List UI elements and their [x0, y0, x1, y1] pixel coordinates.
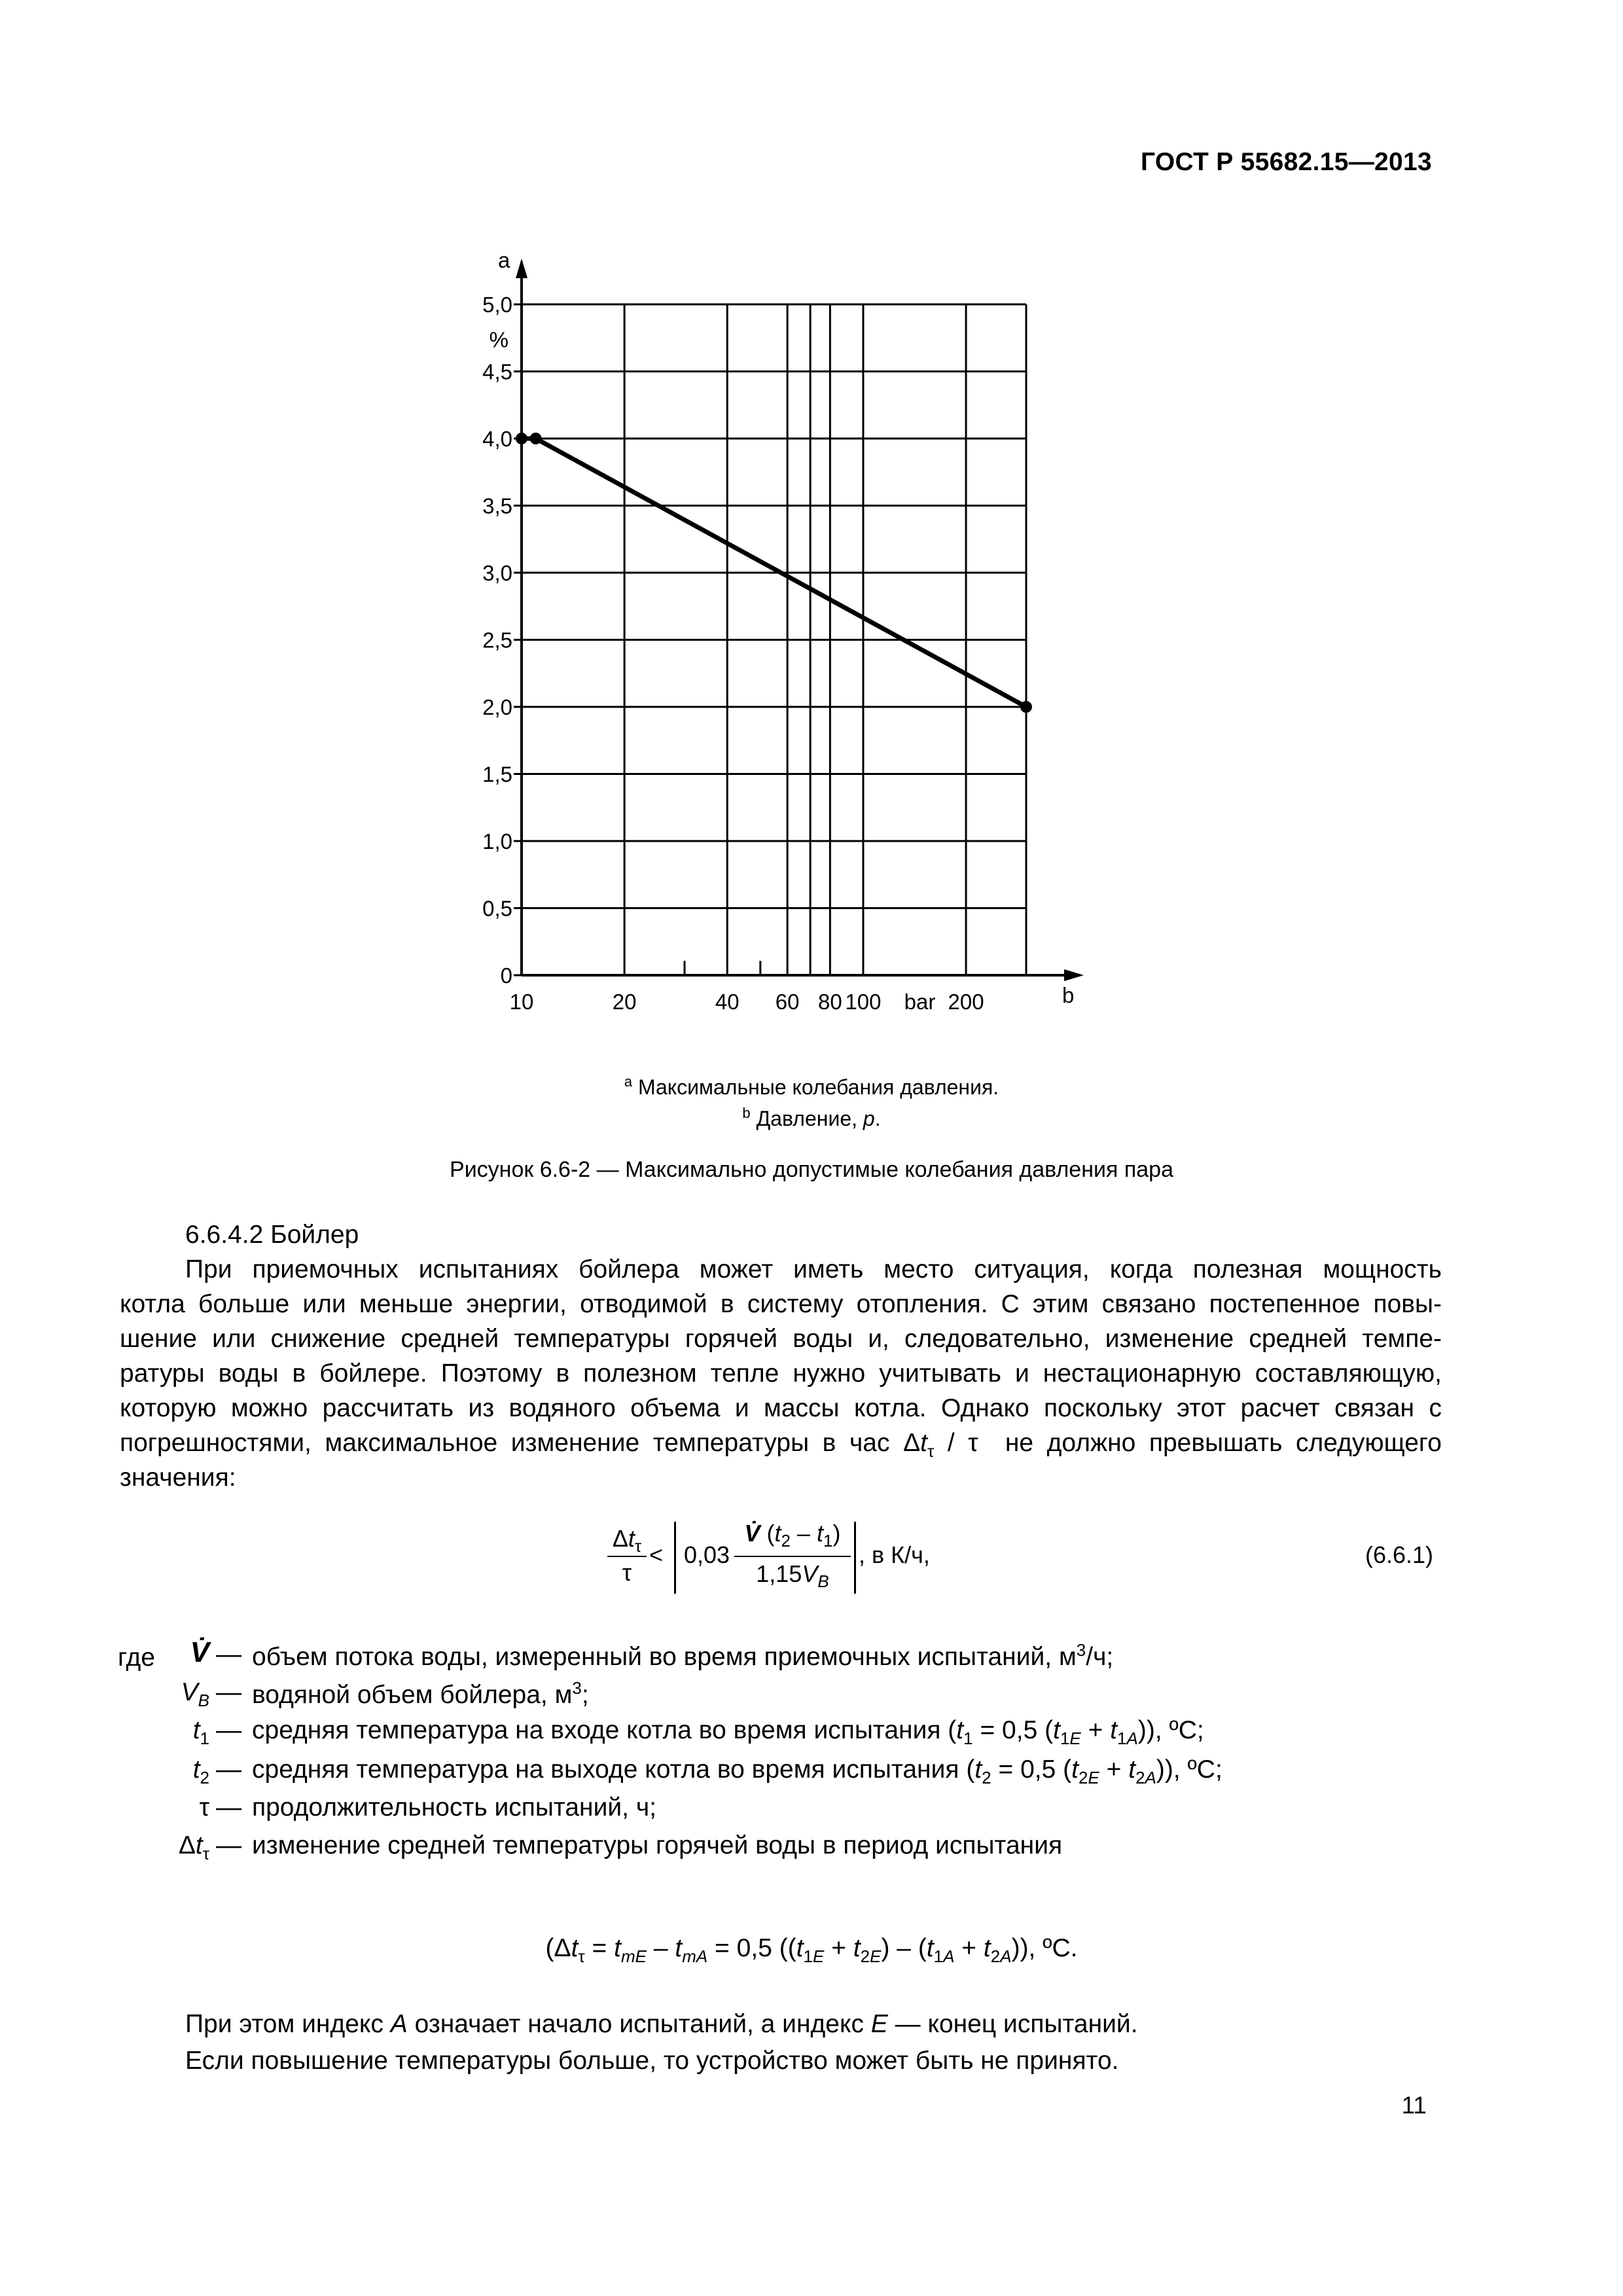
paragraph-line: которую можно рассчитать из водяного объема и массы котла. Однако поскольку этот расчет связан с: [120, 1394, 1442, 1422]
x-tick-label: 80: [818, 990, 842, 1014]
def-symbol-t2: $t_2$: [192, 1755, 209, 1787]
page-number: 11: [1401, 2092, 1427, 2119]
x-unit-label: bar: [904, 990, 936, 1014]
y-tick-label: 4,5: [482, 359, 512, 384]
def-symbol-delta-t: $\Delta t_\tau$: [178, 1831, 209, 1863]
data-point: [516, 433, 527, 444]
y-tick-label: 0: [500, 963, 512, 988]
y-tick-label: 1,5: [482, 762, 512, 787]
y-tick-label: 4,0: [482, 427, 512, 451]
def-symbol-v-dot: V̇: [190, 1636, 209, 1668]
pressure-fluctuation-chart: [0, 0, 1623, 1080]
document-header: ГОСТ Р 55682.15—2013: [1140, 148, 1432, 176]
figure-caption: Рисунок 6.6-2 — Максимально допустимые колебания давления пара: [450, 1157, 1173, 1182]
def-text: водяной объем бойлера, $м^3$;: [252, 1678, 589, 1709]
def-text: объем потока воды, измеренный во время приемочных испытаний, $м^3/ч$;: [252, 1640, 1114, 1671]
figure-footnote-a: $^a$ Максимальные колебания давления.: [624, 1073, 999, 1099]
x-tick-label: 60: [775, 990, 800, 1014]
def-symbol-t1: $t_1$: [192, 1716, 209, 1748]
y-axis-arrow: [516, 259, 527, 278]
formula-delta-t: ($\Delta t_\tau = t_{mE} - t_{mA} = 0,5$ $((t_{1E} + t_{2E}) - (t_{1A} + t_{2A}))$, ºC.: [545, 1934, 1078, 1966]
closing-line-1: При этом индекс A означает начало испытаний, а индекс E — конец испытаний.: [185, 2010, 1138, 2038]
x-tick-label: 40: [715, 990, 740, 1014]
paragraph-line: ратуры воды в бойлере. Поэтому в полезном тепле нужно учитывать и нестационарную составляющую,: [120, 1359, 1442, 1388]
formula-6-6-1: $\Delta t_\tau$ τ < 0,03 V̇ $(t_2 - t_1)$ $1,15V_B$ , в К/ч, (6.6.1): [0, 1505, 1623, 1610]
data-point: [530, 433, 542, 444]
section-paragraph: [120, 1252, 1442, 1495]
def-text: средняя температура на выходе котла во время испытания ($t_2 = 0,5$ $(t_{2E} + t_{2A})$), ºC;: [252, 1755, 1222, 1787]
chart-grid: [514, 304, 1026, 975]
section-title: 6.6.4.2 Бойлер: [185, 1221, 359, 1249]
paragraph-line: При приемочных испытаниях бойлера может иметь место ситуация, когда полезная мощность: [185, 1255, 1442, 1283]
chart-labels: [482, 248, 1074, 1014]
paragraph-line-6: погрешностями, максимальное изменение температуры в час $\Delta t_\tau$ / τ не должно превышать следующего: [120, 1429, 1442, 1461]
x-axis-arrow: [1064, 969, 1084, 981]
def-text: изменение средней температуры горячей воды в период испытания: [252, 1831, 1063, 1859]
def-symbol-vb: $V_B$: [181, 1678, 209, 1710]
figure-footnote-b: $^b$ Давление, p.: [742, 1105, 881, 1130]
data-point: [1020, 701, 1032, 713]
paragraph-line: шение или снижение средней температуры горячей воды и, следовательно, изменение средней темпе-: [120, 1325, 1442, 1353]
closing-line-2: Если повышение температуры больше, то устройство может быть не принято.: [185, 2047, 1119, 2075]
y-tick-label: 2,5: [482, 628, 512, 653]
y-tick-label: 3,0: [482, 561, 512, 585]
y-tick-label: 3,5: [482, 493, 512, 518]
def-text: продолжительность испытаний, ч;: [252, 1793, 656, 1821]
y-tick-label: 0,5: [482, 896, 512, 921]
x-tick-label: 20: [612, 990, 637, 1014]
def-text: средняя температура на входе котла во время испытания ($t_1 = 0,5$ $(t_{1E} + t_{1A})$), ºC;: [252, 1716, 1204, 1748]
paragraph-line: котла больше или меньше энергии, отводимой в систему отопления. С этим связано постепенное повы-: [120, 1290, 1442, 1318]
y-unit-label: %: [489, 327, 508, 352]
y-axis-letter: a: [498, 248, 510, 272]
where-label: где: [118, 1643, 155, 1672]
y-tick-label: 1,0: [482, 829, 512, 853]
chart-axes: [516, 259, 1084, 981]
x-tick-label: 200: [948, 990, 984, 1014]
x-tick-label: 100: [845, 990, 882, 1014]
y-tick-label: 2,0: [482, 695, 512, 719]
x-axis-letter: b: [1062, 983, 1075, 1007]
paragraph-line: значения:: [120, 1463, 236, 1492]
x-tick-label: 10: [509, 990, 534, 1014]
y-tick-label: 5,0: [482, 293, 512, 317]
def-symbol-tau: τ: [199, 1793, 209, 1821]
